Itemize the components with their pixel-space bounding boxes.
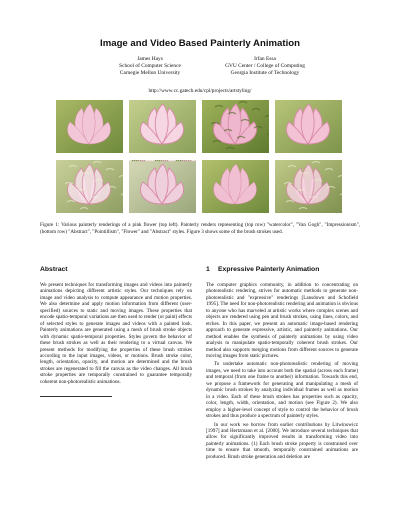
thumbnail-watercolor [129, 100, 196, 153]
figure-1-image-grid [56, 100, 344, 214]
author-affiliation: Georgia Institute of Technology [230, 70, 300, 77]
thumbnail-van-gogh [202, 100, 269, 153]
project-url[interactable]: http://www.cc.gatech.edu/cpl/projects/artstyling/ [148, 88, 252, 94]
thumbnail-pointillism [129, 160, 196, 213]
flower-picture [275, 100, 342, 153]
author-dept: School of Computer Science [119, 63, 181, 70]
abstract-column [40, 282, 192, 385]
flower-picture [56, 100, 123, 153]
author-block-2 [175, 56, 355, 78]
thumbnail-impressionism [275, 100, 342, 153]
author-name: Irfan Essa [254, 56, 276, 62]
section-title: Expressive Painterly Animation [218, 266, 320, 273]
footnote-rule [40, 396, 112, 397]
author-affiliation: Carnegie Mellon University [119, 70, 181, 77]
abstract-text: We present techniques for transforming images and videos into painterly animations depicting different artistic styles. Our techniques rely on image and video analysis to compute appearance and motion properties. We also determine and apply motion information from different (user-specified) sources to static and moving images. These properties that encode spatio-temporal variations are then used to render (or paint) effects of selected styles to generate images and videos with a painted look. Painterly animations are generated using a mesh of brush stroke objects with dynamic spatio-temporal properties. Styles govern the behavior of these brush strokes as well as their rendering to a virtual canvas. We present methods for modifying the properties of these brush strokes according to the input images, videos, or motions. Brush stroke color, length, orientation, opacity, and motion are determined and the brush strokes are regenerated to fill the canvas as the video changes. All brush stroke properties are temporally constrained to guarantee temporally coherent non-photorealistic animations. [40, 282, 192, 385]
flower-picture [202, 160, 269, 213]
thumbnail-abstract-2 [275, 160, 342, 213]
flower-picture [275, 160, 342, 213]
thumbnail-flower [202, 160, 269, 213]
section-1-paragraph: In our work we borrow from earlier contributions by Litwinowicz [1997] and Hertzmann et al. [2000]. We introduce several techniques that allow for significantly improved results in transforming video into painterly animations. (1) Each brush stroke property is constrained over time to ensure that smooth, temporally constrained animations are produced. Brush stroke generation and deletion are [206, 421, 358, 460]
author-dept: GVU Center / College of Computing [225, 63, 305, 70]
flower-picture [129, 160, 196, 213]
figure-1-caption: Figure 1: Various painterly renderings of a pink flower (top left). Painterly renders representing (top row) "watercolor", "Van Gogh", "Impressionism", (bottom row) "Abstract", "Pointillism", "Flower" and "Abstract" styles. Figure 3 shows some of the brush strokes used. [40, 222, 360, 235]
section-1-paragraph: The computer graphics community, in addition to concentrating on photorealistic rendering, strives for automatic methods to generate non-photorealistic and "expressive" renderings [Lansdown and Schofield 1995]. The need for non-photorealistic rendering and animation is obvious to anyone who has marveled at artistic works where complex scenes and objects are rendered using pen and brush strokes, using lines, colors, and etches. In this paper, we present an automatic image-based rendering approach to generate expressive, artistic, and painterly animations. Our method enables the synthesis of painterly animations by using video analysis to manipulate spatio-temporally coherent brush strokes. Our method also supports merging motions from different sources to generate moving images from static pictures. [206, 282, 358, 359]
section-1-column [206, 282, 358, 460]
flower-picture [129, 100, 196, 153]
section-1-heading [206, 266, 319, 273]
paper-title: Image and Video Based Painterly Animation [100, 38, 300, 49]
thumbnail-original [56, 100, 123, 153]
thumbnail-abstract [56, 160, 123, 213]
flower-picture [202, 100, 269, 153]
section-number: 1 [206, 266, 210, 273]
abstract-heading: Abstract [40, 266, 68, 273]
section-1-paragraph: To undertake automatic non-photorealistic rendering of moving images, we need to take into account both the spatial (across each frame) and temporal (from one frame to another) information. Towards this end, we propose a framework for generating and manipulating a mesh of dynamic brush strokes by analyzing individual frames as well as motion in a video. Each of these brush strokes has properties such as opacity, color, length, width, orientation, and motion (see Figure 2). We also employ a higher-level concept of style to control the behavior of brush strokes and thus produce a spectrum of painterly styles. [206, 361, 358, 420]
flower-picture [56, 160, 123, 213]
author-name: James Hays [137, 56, 163, 62]
